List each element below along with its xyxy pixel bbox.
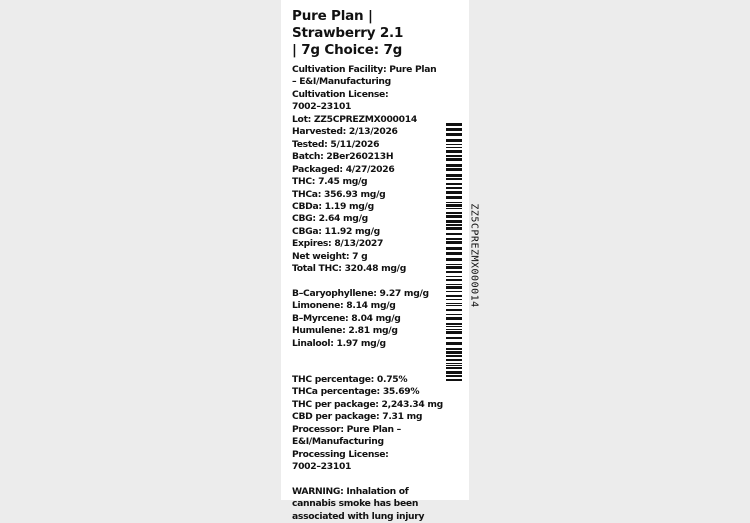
total-thc: Total THC: 320.48 mg/g (292, 263, 407, 275)
warning-text (292, 486, 442, 523)
warning-line-1: WARNING: Inhalation of (292, 485, 409, 497)
product-label (281, 0, 480, 522)
label-content (292, 8, 442, 523)
barcode-bar (446, 178, 462, 180)
processor-cont: E&I/Manufacturing (292, 436, 384, 448)
barcode-bar (446, 238, 462, 240)
thca-percentage: THCa percentage: 35.69% (292, 386, 420, 398)
barcode-bar (446, 150, 462, 153)
terpene-myrcene: B–Myrcene: 8.04 mg/g (292, 312, 401, 324)
barcode-bar (446, 314, 462, 315)
product-title-line-2: | 7g Choice: 7g (292, 42, 403, 58)
barcode-bar (446, 303, 462, 304)
barcode-bar (446, 204, 462, 207)
barcode-bar (446, 276, 462, 277)
net-weight: Net weight: 7 g (292, 250, 368, 262)
lot-number: Lot: ZZ5CPREZMX000014 (292, 113, 417, 125)
harvested-date: Harvested: 2/13/2026 (292, 126, 398, 138)
cbda-value: CBDa: 1.19 mg/g (292, 200, 374, 212)
terpene-caryophyllene: B–Caryophyllene: 9.27 mg/g (292, 287, 429, 299)
facility-info (292, 64, 442, 276)
barcode-bar (446, 309, 462, 311)
thca-value: THCa: 356.93 mg/g (292, 188, 386, 200)
barcode-bar (446, 139, 462, 142)
barcode-bar (446, 355, 462, 357)
barcode-bar (446, 183, 462, 185)
barcode-bar (446, 168, 462, 171)
tested-date: Tested: 5/11/2026 (292, 138, 380, 150)
terpene-humulene: Humulene: 2.81 mg/g (292, 325, 398, 337)
barcode-bar (446, 331, 462, 334)
barcode-bar (446, 266, 462, 269)
warning-line-3: associated with lung injury (292, 510, 425, 522)
barcode-bar (446, 323, 462, 325)
barcode-bar (446, 279, 462, 281)
barcode-bar (446, 367, 462, 369)
processing-license-label: Processing License: (292, 448, 389, 460)
barcode-bar (446, 220, 462, 223)
barcode-bar (446, 196, 462, 199)
barcode-bar (446, 359, 462, 361)
barcode-bar (446, 212, 462, 214)
thc-percentage: THC percentage: 0.75% (292, 373, 408, 385)
barcode-bar (446, 191, 462, 194)
terpene-limonene: Limonene: 8.14 mg/g (292, 300, 396, 312)
packaged-date: Packaged: 4/27/2026 (292, 163, 395, 175)
barcode-bar (446, 286, 462, 289)
processing-license-number: 7002–23101 (292, 461, 352, 473)
barcode-bar (446, 247, 462, 250)
barcode-bar (446, 164, 462, 167)
barcode-bar (446, 258, 462, 261)
barcode-bar (446, 284, 462, 285)
barcode-bar (446, 365, 462, 366)
barcode-bar (446, 326, 462, 327)
batch-number: Batch: 2Ber260213H (292, 151, 394, 163)
barcode-bar (446, 329, 462, 330)
spacer (292, 474, 442, 486)
cbga-value: CBGa: 11.92 mg/g (292, 225, 380, 237)
barcode-bar (446, 271, 462, 273)
barcode-bar (446, 128, 462, 131)
barcode-bar (446, 155, 462, 157)
barcode-bar (446, 351, 462, 354)
barcode-bar (446, 187, 462, 189)
barcode-bar (446, 371, 462, 374)
thc-per-package: THC per package: 2,243.34 mg (292, 398, 443, 410)
barcode-bar (446, 252, 462, 255)
barcode-bar (446, 241, 462, 244)
cultivation-facility-cont: – E&I/Manufacturing (292, 76, 391, 88)
terpene-linalool: Linalool: 1.97 mg/g (292, 337, 386, 349)
barcode-bar (446, 208, 462, 209)
barcode-bar (446, 158, 462, 161)
barcode-bar (446, 363, 462, 364)
barcode-icon (446, 123, 462, 385)
spacer (292, 350, 442, 374)
barcode-bar (446, 202, 462, 203)
potency-info (292, 374, 442, 474)
barcode-bar (446, 174, 462, 177)
barcode-bar (446, 295, 462, 297)
barcode-bar (446, 123, 462, 126)
barcode-bar (446, 342, 462, 345)
barcode-bar (446, 379, 462, 381)
spacer (292, 276, 442, 288)
barcode-bar (446, 264, 462, 265)
barcode-bar (446, 147, 462, 148)
cultivation-facility: Cultivation Facility: Pure Plan (292, 64, 437, 75)
barcode-bar (446, 317, 462, 320)
barcode-bar (446, 227, 462, 230)
barcode-bar (446, 375, 462, 377)
barcode-bar (446, 337, 462, 339)
expires-date: Expires: 8/13/2027 (292, 238, 384, 250)
barcode-bar (446, 144, 462, 145)
product-title-line-1: Pure Plan | Strawberry 2.1 (292, 8, 404, 41)
warning-line-2: cannabis smoke has been (292, 498, 419, 510)
barcode-bar (446, 348, 462, 350)
product-title (292, 8, 442, 59)
barcode-bar (446, 291, 462, 292)
barcode-bar (446, 133, 462, 136)
barcode-bar (446, 224, 462, 226)
barcode-number: ZZ5CPREZMX000014 (468, 203, 480, 308)
barcode-bar (446, 233, 462, 235)
terpene-info (292, 288, 442, 350)
barcode-bar (446, 299, 462, 300)
barcode-bar (446, 215, 462, 218)
cultivation-license-label: Cultivation License: (292, 88, 389, 100)
cultivation-license-number: 7002–23101 (292, 101, 352, 113)
processor: Processor: Pure Plan – (292, 423, 401, 435)
barcode-bars (446, 123, 462, 385)
cbg-value: CBG: 2.64 mg/g (292, 213, 368, 225)
thc-value: THC: 7.45 mg/g (292, 176, 368, 188)
barcode-bar (446, 305, 462, 306)
cbd-per-package: CBD per package: 7.31 mg (292, 411, 423, 423)
